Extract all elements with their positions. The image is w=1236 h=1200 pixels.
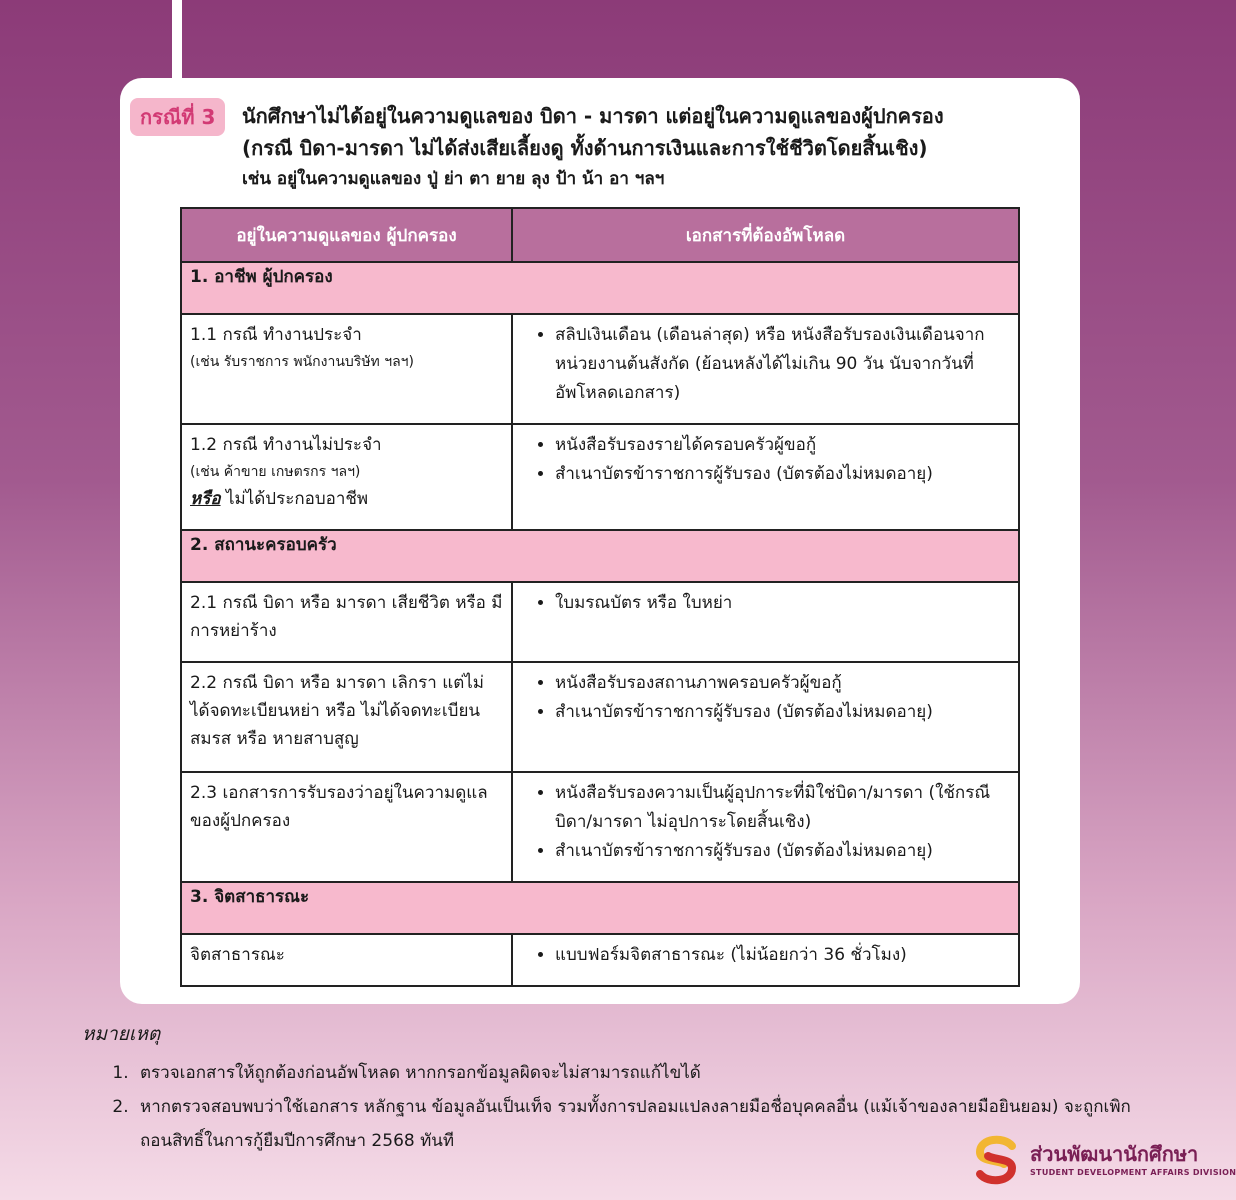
row-condition-note: (เช่น รับราชการ พนักงานบริษัท ฯลฯ)	[190, 354, 414, 370]
table-row	[181, 424, 1019, 530]
row-documents	[512, 424, 1019, 530]
column-header-documents: เอกสารที่ต้องอัพโหลด	[512, 208, 1019, 262]
remark-item: 2. หากตรวจสอบพบว่าใช้เอกสาร หลักฐาน ข้อมูลอันเป็นเท็จ รวมทั้งการปลอมแปลงลายมือชื่อบุคคลอื่น (แม้เจ้าของลายมือยินยอม) จะถูกเพิกถอนสิทธิ์ในการกู้ยืมปีการศึกษา 2568 ทันที	[134, 1090, 1142, 1158]
row-condition	[181, 424, 512, 530]
row-documents	[512, 314, 1019, 424]
heading	[242, 100, 1072, 194]
document-item: • ใบมรณบัตร หรือ ใบหย่า	[555, 589, 1010, 618]
table-row	[181, 934, 1019, 986]
document-item: • หนังสือรับรองรายได้ครอบครัวผู้ขอกู้	[555, 431, 1010, 460]
table-row	[181, 314, 1019, 424]
document-item: • หนังสือรับรองสถานภาพครอบครัวผู้ขอกู้	[555, 669, 1010, 698]
row-condition-title: 1.2 กรณี ทำงานไม่ประจำ	[190, 435, 382, 455]
document-item: • หนังสือรับรองความเป็นผู้อุปการะที่มิใช่บิดา/มารดา (ใช้กรณีบิดา/มารดา ไม่อุปการะโดยสิ้นเชิง)	[555, 779, 1010, 837]
row-documents	[512, 934, 1019, 986]
table-row	[181, 772, 1019, 882]
remarks-title: หมายเหตุ	[82, 1023, 161, 1045]
division-logo-icon	[968, 1132, 1024, 1188]
row-condition	[181, 934, 512, 986]
info-card	[120, 78, 1080, 1004]
section-row	[181, 882, 1019, 934]
document-item: • สำเนาบัตรข้าราชการผู้รับรอง (บัตรต้องไม่หมดอายุ)	[555, 698, 1010, 727]
row-condition-title: 2.2 กรณี บิดา หรือ มารดา เลิกรา แต่ไม่ได้จดทะเบียนหย่า หรือ ไม่ได้จดทะเบียนสมรส หรือ หายสาบสูญ	[190, 673, 484, 749]
row-condition	[181, 314, 512, 424]
section-row	[181, 530, 1019, 582]
row-condition-extra: ไม่ได้ประกอบอาชีพ	[220, 489, 369, 509]
row-condition	[181, 582, 512, 662]
decorative-line	[172, 0, 182, 80]
case-badge: กรณีที่ 3	[130, 98, 225, 136]
or-keyword: หรือ	[190, 489, 221, 509]
document-item: • สำเนาบัตรข้าราชการผู้รับรอง (บัตรต้องไม่หมดอายุ)	[555, 837, 1010, 866]
row-documents	[512, 662, 1019, 772]
row-condition-title: จิตสาธารณะ	[190, 945, 285, 965]
heading-line-3: เช่น อยู่ในความดูแลของ ปู่ ย่า ตา ยาย ลุง ป้า น้า อา ฯลฯ	[242, 169, 665, 189]
heading-line-2: (กรณี บิดา-มารดา ไม่ได้ส่งเสียเลี้ยงดู ทั้งด้านการเงินและการใช้ชีวิตโดยสิ้นเชิง)	[242, 136, 928, 160]
heading-line-1: นักศึกษาไม่ได้อยู่ในความดูแลของ บิดา - มารดา แต่อยู่ในความดูแลของผู้ปกครอง	[242, 104, 944, 128]
row-condition-note: (เช่น ค้าขาย เกษตรกร ฯลฯ)	[190, 464, 361, 480]
table-header-row	[181, 208, 1019, 262]
row-condition	[181, 662, 512, 772]
document-item: • สลิปเงินเดือน (เดือนล่าสุด) หรือ หนังสือรับรองเงินเดือนจากหน่วยงานต้นสังกัด (ย้อนหลังได้ไม่เกิน 90 วัน นับจากวันที่อัพโหลดเอกสาร)	[555, 321, 1010, 408]
row-condition-title: 2.3 เอกสารการรับรองว่าอยู่ในความดูแลของผู้ปกครอง	[190, 783, 488, 831]
document-item: • สำเนาบัตรข้าราชการผู้รับรอง (บัตรต้องไม่หมดอายุ)	[555, 460, 1010, 489]
document-table	[180, 207, 1020, 987]
logo-name-en: STUDENT DEVELOPMENT AFFAIRS DIVISION	[1030, 1168, 1236, 1177]
table-row	[181, 662, 1019, 772]
row-documents	[512, 772, 1019, 882]
remark-item: 1. ตรวจเอกสารให้ถูกต้องก่อนอัพโหลด หากกรอกข้อมูลผิดจะไม่สามารถแก้ไขได้	[134, 1056, 1142, 1090]
section-title: 2. สถานะครอบครัว	[181, 530, 1019, 582]
document-item: • แบบฟอร์มจิตสาธารณะ (ไม่น้อยกว่า 36 ชั่วโมง)	[555, 941, 1010, 970]
row-condition-title: 2.1 กรณี บิดา หรือ มารดา เสียชีวิต หรือ มีการหย่าร้าง	[190, 593, 503, 641]
division-logo	[968, 1132, 1236, 1188]
row-condition-title: 1.1 กรณี ทำงานประจำ	[190, 325, 362, 345]
row-documents	[512, 582, 1019, 662]
column-header-guardian: อยู่ในความดูแลของ ผู้ปกครอง	[181, 208, 512, 262]
section-title: 3. จิตสาธารณะ	[181, 882, 1019, 934]
row-condition	[181, 772, 512, 882]
section-title: 1. อาชีพ ผู้ปกครอง	[181, 262, 1019, 314]
table-row	[181, 582, 1019, 662]
section-row	[181, 262, 1019, 314]
logo-name-th: ส่วนพัฒนานักศึกษา	[1030, 1142, 1199, 1166]
